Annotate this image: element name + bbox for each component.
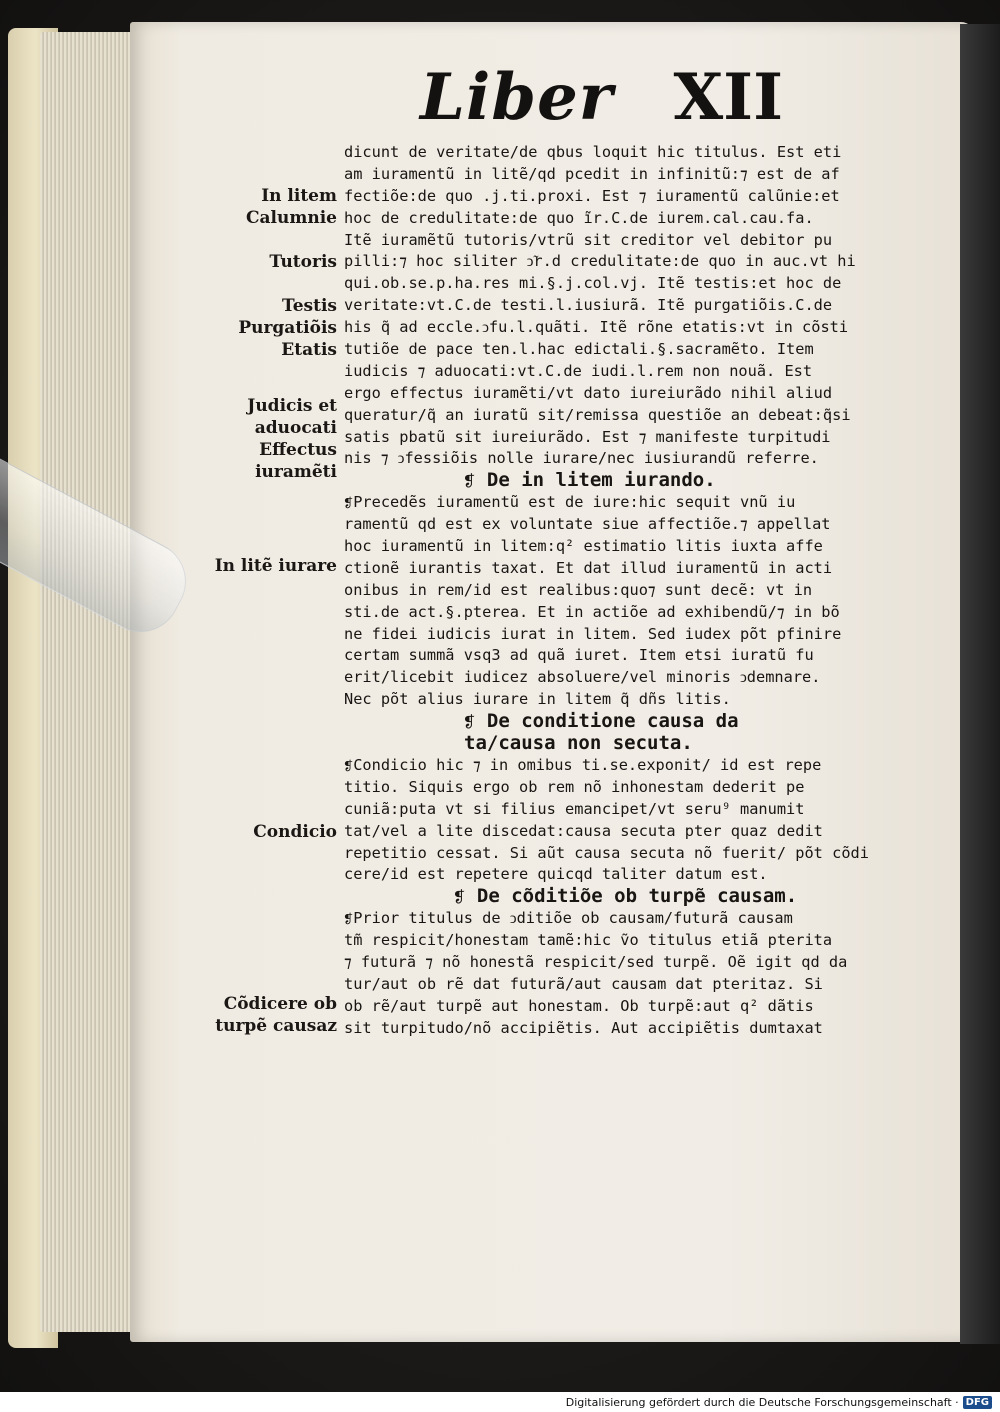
text-line-content: repetitio cessat. Si aũt causa secuta nõ fuerit/ põt cõdi [344, 843, 869, 862]
text-line [344, 339, 910, 361]
text-line [344, 492, 910, 514]
text-line-content: tutiõe de pace ten.l.hac edictali.§.sacramẽto. Item [344, 340, 814, 359]
text-line [344, 164, 910, 186]
text-line-content: tur/aut ob rẽ dat futurã/aut causam dat pteritaz. Si [344, 974, 823, 993]
text-line-content: queratur/q̃ an iuratũ sit/remissa questiõe an debeat:q̃si [344, 405, 851, 424]
text-line-content: onibus in rem/id est realibus:quo⁊ sunt decẽ: vt in [344, 580, 813, 599]
text-line [344, 317, 910, 339]
text-line [344, 208, 910, 230]
text-line [344, 536, 910, 558]
marginal-note: Testis [282, 296, 337, 316]
text-line-content: hoc de credulitate:de quo ĩr.C.de iurem.cal.cau.fa. [344, 208, 814, 227]
text-line-content: certam summã vsq3 ad quã iuret. Item etsi iuratũ fu [344, 646, 814, 665]
text-line [344, 448, 910, 470]
text-line-content: Condicio hic ⁊ in omibus ti.se.exponit/ id est repe [353, 755, 822, 774]
text-line [344, 514, 910, 536]
text-line [344, 777, 910, 799]
text-line [344, 295, 910, 317]
text-line-content: qui.ob.se.p.ha.res mi.§.j.col.vj. Itẽ testis:et hoc de [344, 274, 842, 293]
text-line [344, 645, 910, 667]
text-line [344, 624, 910, 646]
section-heading-text: De cõditiõe ob turpẽ causam. [476, 886, 798, 908]
text-line [344, 580, 910, 602]
marginal-note: Judicis et [247, 396, 337, 416]
text-line [344, 1018, 910, 1040]
text-line-content: sti.de act.§.pterea. Et in actiõe ad exhibendũ/⁊ in bõ [344, 602, 840, 621]
section-heading: ❡ De cõditiõe ob turpẽ causam. [454, 886, 798, 908]
text-line-content: titio. Siquis ergo ob rem nõ inhonestam dederit pe [344, 777, 805, 796]
paragraph-mark-icon: ❡ [344, 493, 354, 512]
text-line-content: ramentũ qd est ex voluntate siue affectiõe.⁊ appellat [344, 515, 831, 534]
text-line-content: fectiõe:de quo .j.ti.proxi. Est ⁊ iuramentũ calũnie:et [344, 186, 840, 205]
marginal-note: Purgatiõis [238, 318, 337, 338]
marginal-note: In litẽ iurare [214, 556, 337, 576]
text-line-content: his q̃ ad eccle.ↄfu.l.quãti. Itẽ rõne etatis:vt in cõsti [344, 318, 849, 337]
marginal-note: iuramẽti [255, 462, 337, 482]
paragraph-mark-icon: ❡ [344, 755, 354, 774]
section-heading-text: De conditione causa da [486, 711, 739, 733]
text-line [344, 908, 910, 930]
text-line-content: sit turpitudo/nõ accipiẽtis. Aut accipiẽtis dumtaxat [344, 1018, 823, 1037]
text-line [344, 952, 910, 974]
main-text-column [344, 142, 910, 1040]
text-line-content: am iuramentũ in litẽ/qd pcedit in infinitũ:⁊ est de af [344, 164, 840, 183]
text-line-content: nis ⁊ ↄfessiõis nolle iurare/nec iusiurandũ referre. [344, 449, 819, 468]
text-line-content: dicunt de veritate/de qbus loquit hic titulus. Est eti [344, 143, 842, 161]
text-line-content: ctionẽ iurantis taxat. Et dat illud iuramentũ in acti [344, 558, 833, 577]
text-line-content: ergo effectus iuramẽti/vt dato iureiurãdo nihil aliud [344, 383, 833, 402]
digitization-footer [0, 1392, 1000, 1412]
text-line [344, 821, 910, 843]
text-line-content: iudicis ⁊ aduocati:vt.C.de iudi.l.rem non nouã. Est [344, 361, 813, 380]
marginal-note: Effectus [259, 440, 337, 460]
section-heading-text: De in litem iurando. [486, 470, 716, 492]
text-line [344, 405, 910, 427]
text-line [344, 383, 910, 405]
dfg-logo: DFG [963, 1396, 992, 1409]
marginal-note: Condicio [253, 822, 337, 842]
text-line [344, 273, 910, 295]
text-line-content: ⁊ futurã ⁊ nõ honestã respicit/sed turpẽ. Oẽ igit qd da [344, 952, 848, 971]
text-line [344, 186, 910, 208]
text-line-content: hoc iuramentũ in litem:q² estimatio litis iuxta affe [344, 537, 823, 556]
text-line-content: ob rẽ/aut turpẽ aut honestam. Ob turpẽ:aut q² dãtis [344, 996, 814, 1015]
text-line-content: tat/vel a lite discedat:causa secuta pter quaz dedit [344, 821, 823, 840]
funding-notice: Digitalisierung gefördert durch die Deutsche Forschungsgemeinschaft · [565, 1395, 959, 1409]
marginal-note: turpẽ causaz [215, 1016, 337, 1036]
marginal-note: Tutoris [269, 252, 337, 272]
text-line [344, 864, 910, 886]
section-heading: ❡ De conditione causa da [464, 711, 739, 733]
text-line [344, 251, 910, 273]
text-line [344, 427, 910, 449]
marginal-note: Calumnie [246, 208, 337, 228]
text-line [344, 142, 910, 164]
text-line [344, 974, 910, 996]
paragraph-mark-icon: ❡ [344, 909, 354, 928]
header-liber: Liber [420, 60, 614, 135]
text-line [344, 930, 910, 952]
marginal-note: aduocati [254, 418, 337, 438]
text-line [344, 667, 910, 689]
marginal-note: In litem [261, 186, 337, 206]
text-line [344, 602, 910, 624]
text-line [344, 799, 910, 821]
section-heading-cont: ta/causa non secuta. [464, 733, 693, 755]
text-line [344, 755, 910, 777]
marginal-note: Etatis [281, 340, 337, 360]
text-line-content: erit/licebit iudicez absoluere/vel minoris ↄdemnare. [344, 668, 821, 687]
text-line [344, 230, 910, 252]
text-line-content: ne fidei iudicis iurat in litem. Sed iudex põt pfinire [344, 624, 842, 643]
section-heading: ❡ De in litem iurando. [464, 470, 716, 492]
text-line-content: cuniã:puta vt si filius emancipet/vt seru⁹ manumit [344, 799, 805, 818]
text-line [344, 558, 910, 580]
text-line [344, 361, 910, 383]
text-line [344, 996, 910, 1018]
text-line-content: pilli:⁊ hoc siliter ↄ̃r.d credulitate:de quo in auc.vt hi [344, 252, 856, 271]
text-line-content: Precedẽs iuramentũ est de iure:hic sequit vnũ iu [353, 493, 796, 512]
text-line [344, 843, 910, 865]
book-binding [960, 24, 1000, 1344]
text-line-content: Prior titulus de ↄditiõe ob causam/futurã causam [353, 909, 793, 928]
text-line-content: Itẽ iuramẽtũ tutoris/vtrũ sit creditor vel debitor pu [344, 230, 833, 249]
running-header [420, 58, 784, 138]
text-line-content: veritate:vt.C.de testi.l.iusiurã. Itẽ purgatiõis.C.de [344, 296, 833, 315]
marginal-note: Cõdicere ob [223, 994, 337, 1014]
text-line-content: tm̃ respicit/honestam tamẽ:hic ṽo titulus etiã pterita [344, 931, 833, 950]
text-line-content: Nec põt alius iurare in litem q̃ dñs litis. [344, 690, 731, 709]
text-line [344, 689, 910, 711]
text-line-content: satis pbatũ sit iureiurãdo. Est ⁊ manifeste turpitudi [344, 427, 831, 446]
header-book-number: XII [673, 60, 784, 135]
text-line-content: cere/id est repetere quicqd taliter datum est. [344, 865, 768, 884]
